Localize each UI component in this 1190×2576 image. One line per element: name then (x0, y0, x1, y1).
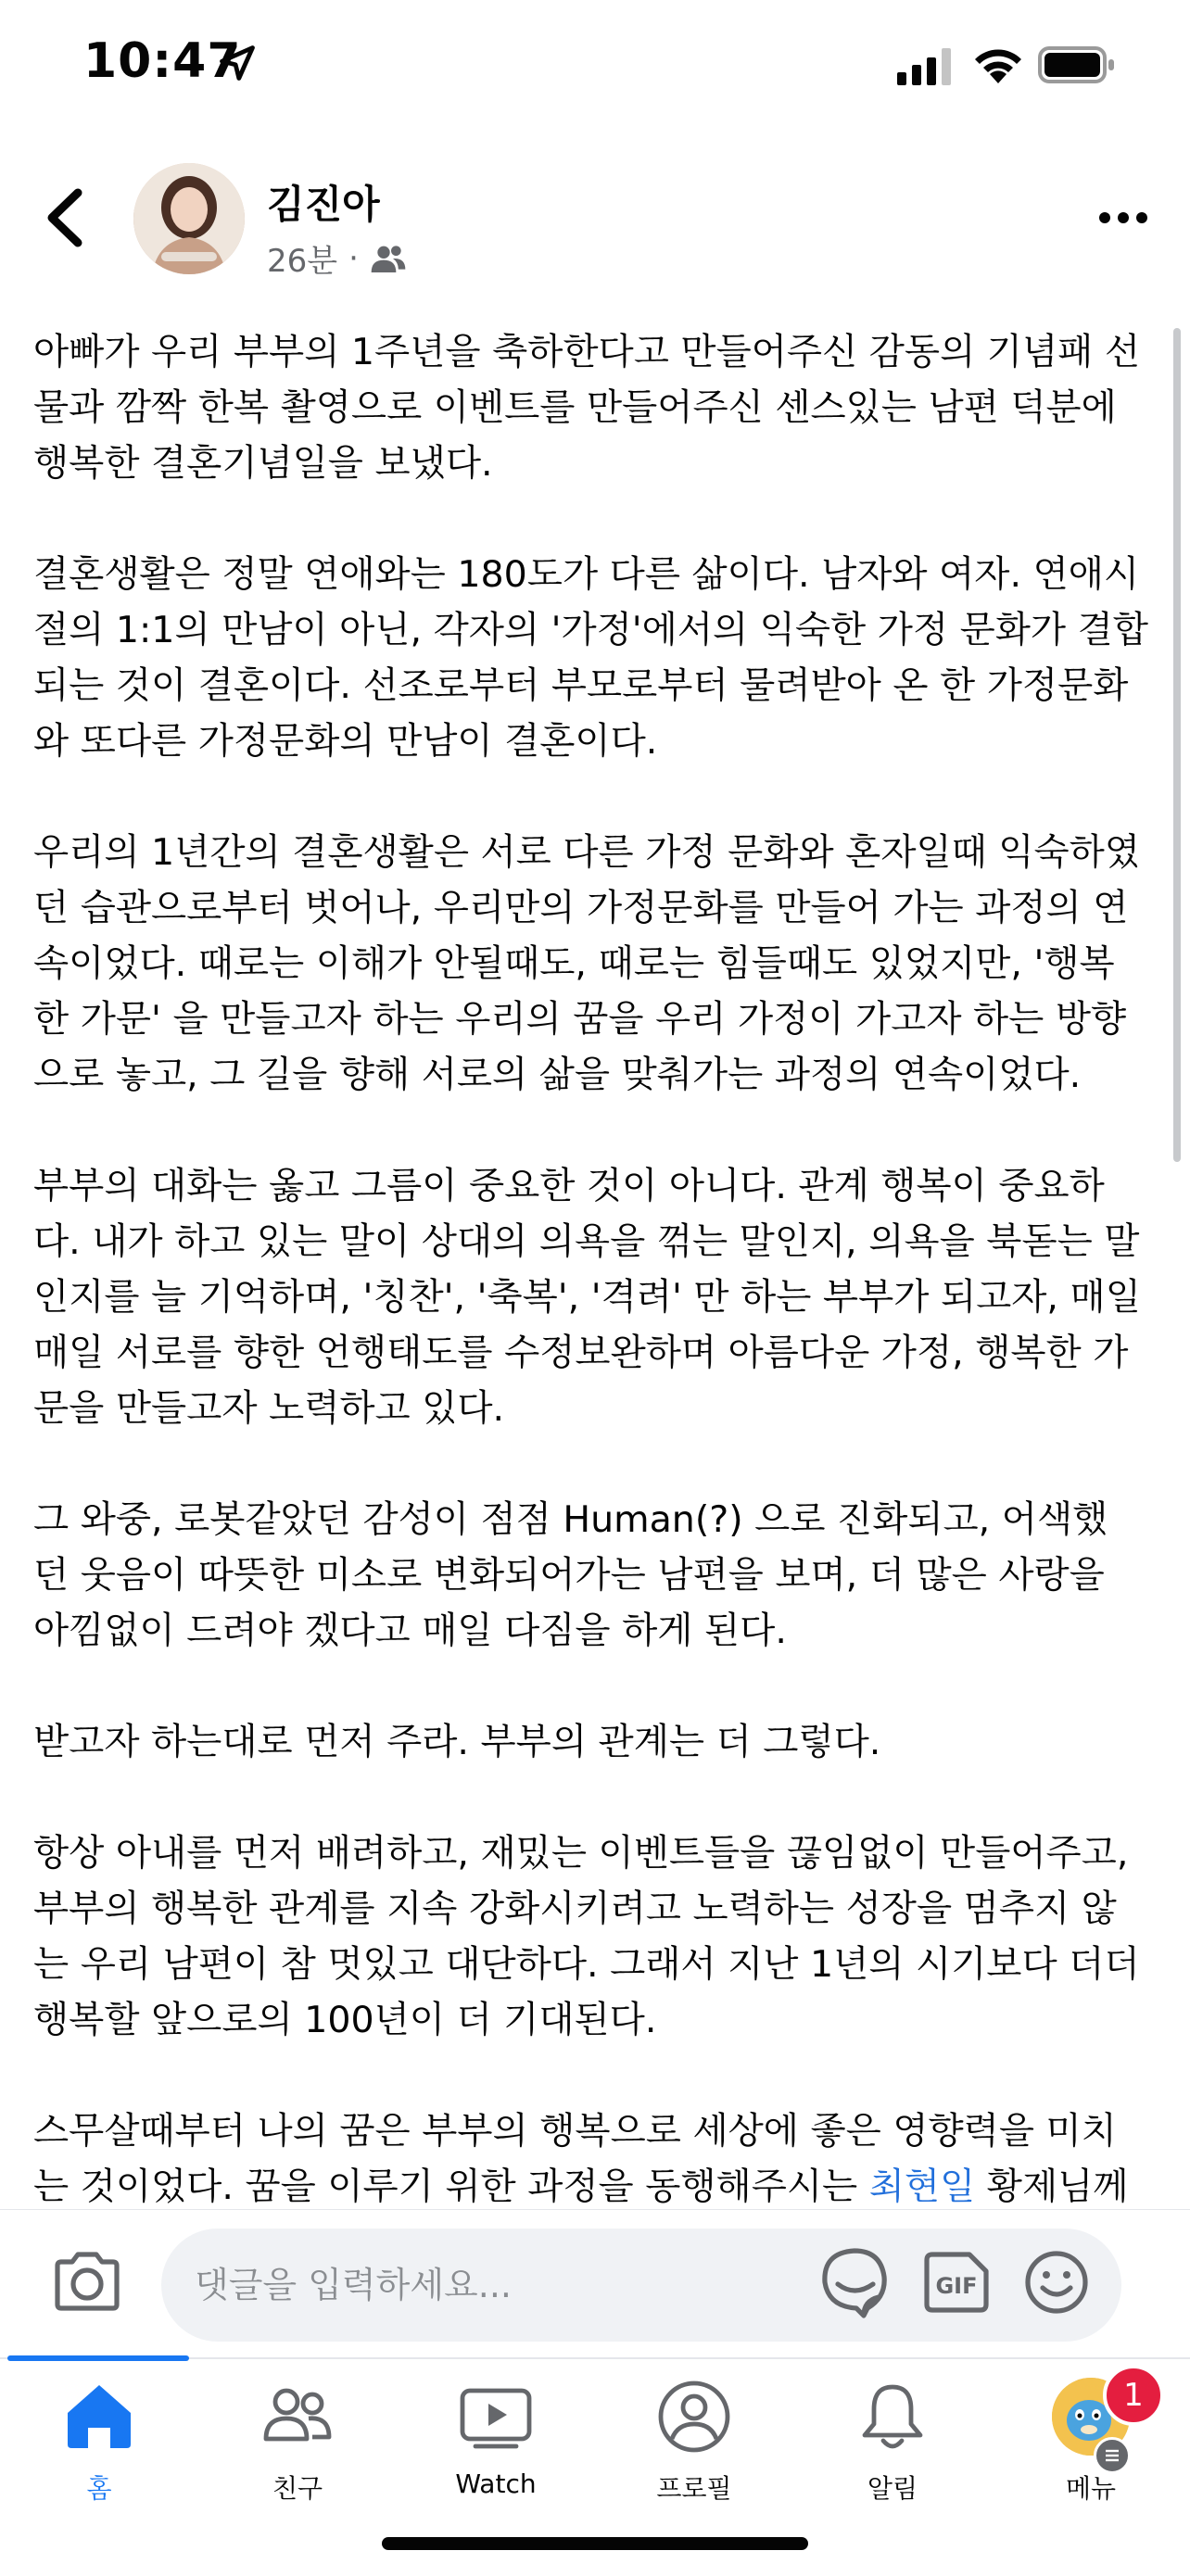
tab-label: 알림 (867, 2473, 918, 2504)
active-tab-indicator (7, 2355, 189, 2361)
post-paragraph: 우리의 1년간의 결혼생활은 서로 다른 가정 문화와 혼자일때 익숙하였 던 습관으로부터 벗어나, 우리만의 가정문화를 만들어 가는 과정의 연 속이었다. 때로는 이해가 안될때도, 때로는 힘들때도 있었지만, '행복 한 가문' 을 만들고자 하는 우리의 꿈을 우리 가정이 가고자 하는 방향 으로 놓고, 그 길을 향해 서로의 삶을 맞춰가는 과정의 연속이었다. (33, 831, 1140, 1096)
back-arrow-icon[interactable] (41, 185, 89, 250)
emoji-icon[interactable] (1023, 2249, 1090, 2316)
status-time: 10:47 (83, 33, 242, 89)
comment-bar (0, 2209, 1190, 2358)
status-bar (0, 0, 1190, 130)
tab-watch[interactable] (397, 2378, 595, 2526)
tab-home[interactable] (0, 2378, 198, 2526)
friends-audience-icon[interactable] (370, 243, 407, 274)
friends-icon (259, 2378, 336, 2456)
cellular-signal-icon (897, 48, 955, 85)
author-name[interactable]: 김진아 (267, 182, 380, 227)
post-paragraph: 받고자 하는대로 먼저 주라. 부부의 관계는 더 그렇다. (33, 1721, 881, 1763)
camera-icon[interactable] (50, 2247, 124, 2314)
avatar-portrait (133, 163, 245, 274)
tab-label: 친구 (272, 2473, 323, 2504)
more-options-icon[interactable] (1097, 206, 1149, 230)
watch-icon (457, 2378, 535, 2456)
home-icon (60, 2378, 138, 2456)
post-time[interactable]: 26분 (267, 243, 338, 280)
location-arrow-icon (217, 43, 258, 83)
tab-friends[interactable] (198, 2378, 397, 2526)
scrollbar[interactable] (1173, 328, 1181, 1162)
menu-hamburger-icon (1094, 2437, 1131, 2474)
gif-icon[interactable] (921, 2249, 992, 2316)
post-paragraph-last (33, 2103, 1157, 2205)
mention-link[interactable]: 최현일 (868, 2166, 976, 2205)
post-paragraph: 그 와중, 로봇같았던 감성이 점점 Human(?) 으로 진화되고, 어색했 던 웃음이 따뜻한 미소로 변화되어가는 남편을 보며, 더 많은 사랑을 아낌없이 드려야 겠다고 매일 다짐을 하게 된다. (33, 1498, 1108, 1652)
bell-icon (854, 2378, 931, 2456)
battery-icon (1038, 46, 1116, 83)
tab-profile[interactable] (595, 2378, 793, 2526)
post-paragraph: 항상 아내를 먼저 배려하고, 재밌는 이벤트들을 끊임없이 만들어주고, 부부의 행복한 관계를 지속 강화시키려고 노력하는 성장을 멈추지 않 는 우리 남편이 참 멋있고 대단하다. 그래서 지난 1년의 시기보다 더더 행복할 앞으로의 100년이 더 기대된다. (33, 1832, 1140, 2041)
post-body (33, 324, 1157, 2205)
post-text: 황제님께 (975, 2166, 1129, 2205)
post-meta (267, 235, 407, 281)
post-paragraph: 아빠가 우리 부부의 1주년을 축하한다고 만들어주신 감동의 기념패 선 물과 깜짝 한복 촬영으로 이벤트를 만들어주신 센스있는 남편 덕분에 행복한 결혼기념일을 보냈다. (33, 331, 1140, 485)
tab-notifications[interactable] (793, 2378, 992, 2526)
post-paragraph: 결혼생활은 정말 연애와는 180도가 다른 삶이다. 남자와 여자. 연애시 절의 1:1의 만남이 아닌, 각자의 '가정'에서의 익숙한 가정 문화가 결합 되는 것이 결혼이다. 선조로부터 부모로부터 물려받아 온 한 가정문화 와 또다른 가정문화의 만남이 결혼이다. (33, 553, 1148, 763)
sticker-icon[interactable] (819, 2245, 890, 2319)
tab-label: Watch (455, 2469, 537, 2499)
post-text: 스무살때부터 나의 꿈은 부부의 행복으로 세상에 좋은 영향력을 미치 는 것이었다. 꿈을 이루기 위한 과정을 동행해주시는 (33, 2110, 1117, 2205)
tab-label: 메뉴 (1065, 2473, 1117, 2504)
home-indicator[interactable] (382, 2537, 808, 2550)
tab-label: 프로필 (656, 2473, 732, 2504)
meta-separator: · (348, 239, 359, 277)
profile-icon (655, 2378, 733, 2456)
author-avatar[interactable] (133, 163, 245, 274)
tab-label: 홈 (86, 2473, 112, 2504)
notification-badge: 1 (1103, 2365, 1164, 2426)
wifi-icon (971, 43, 1025, 85)
svg-text:GIF: GIF (935, 2273, 978, 2299)
post-paragraph: 부부의 대화는 옳고 그름이 중요한 것이 아니다. 관계 행복이 중요하 다. 내가 하고 있는 말이 상대의 의욕을 꺾는 말인지, 의욕을 북돋는 말 인지를 늘 기억하며, '칭찬', '축복', '격려' 만 하는 부부가 되고자, 매일 매일 서로를 향한 언행태도를 수정보완하며 아름다운 가정, 행복한 가 문을 만들고자 노력하고 있다. (33, 1165, 1141, 1430)
